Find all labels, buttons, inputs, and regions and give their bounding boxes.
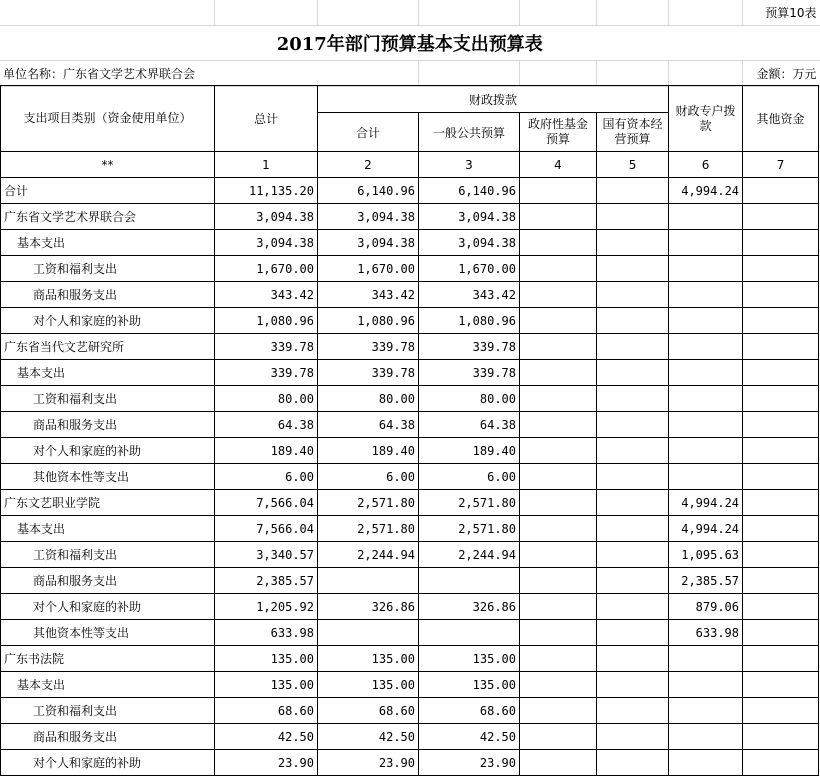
value-cell <box>743 230 819 256</box>
value-cell <box>597 412 669 438</box>
table-row <box>1 620 819 646</box>
value-cell <box>743 178 819 204</box>
value-cell: 3,094.38 <box>318 230 419 256</box>
value-cell <box>743 412 819 438</box>
value-cell <box>743 360 819 386</box>
value-cell <box>520 178 597 204</box>
value-cell: 326.86 <box>318 594 419 620</box>
table-row <box>1 282 819 308</box>
amount-unit: 金额：万元 <box>742 61 820 87</box>
value-cell: 1,095.63 <box>669 542 743 568</box>
value-cell: 6.00 <box>419 464 520 490</box>
header-other-funds: 其他资金 <box>743 86 819 152</box>
value-cell: 2,385.57 <box>215 568 318 594</box>
value-cell <box>597 646 669 672</box>
value-cell <box>597 750 669 776</box>
value-cell <box>318 620 419 646</box>
value-cell <box>743 334 819 360</box>
value-cell: 2,385.57 <box>669 568 743 594</box>
value-cell <box>597 620 669 646</box>
value-cell: 42.50 <box>318 724 419 750</box>
value-cell <box>743 464 819 490</box>
value-cell <box>520 386 597 412</box>
value-cell: 68.60 <box>215 698 318 724</box>
value-cell: 339.78 <box>419 360 520 386</box>
value-cell <box>743 282 819 308</box>
value-cell <box>520 308 597 334</box>
value-cell <box>669 438 743 464</box>
table-row <box>1 438 819 464</box>
column-index-cell: 2 <box>318 152 419 178</box>
value-cell <box>520 568 597 594</box>
value-cell <box>520 620 597 646</box>
column-index-cell: 6 <box>669 152 743 178</box>
value-cell: 135.00 <box>419 672 520 698</box>
value-cell <box>520 724 597 750</box>
value-cell <box>597 308 669 334</box>
row-label: 广东省文学艺术界联合会 <box>1 204 215 230</box>
value-cell: 135.00 <box>318 672 419 698</box>
value-cell <box>419 620 520 646</box>
value-cell <box>669 386 743 412</box>
value-cell: 1,670.00 <box>419 256 520 282</box>
value-cell: 42.50 <box>419 724 520 750</box>
value-cell: 633.98 <box>215 620 318 646</box>
row-label: 基本支出 <box>1 516 215 542</box>
table-row <box>1 256 819 282</box>
table-row <box>1 516 819 542</box>
table-row <box>1 204 819 230</box>
value-cell: 135.00 <box>419 646 520 672</box>
table-row <box>1 412 819 438</box>
value-cell <box>520 516 597 542</box>
value-cell <box>520 464 597 490</box>
value-cell <box>597 386 669 412</box>
table-row <box>1 542 819 568</box>
value-cell: 189.40 <box>318 438 419 464</box>
value-cell: 2,244.94 <box>419 542 520 568</box>
value-cell <box>520 594 597 620</box>
table-row <box>1 308 819 334</box>
value-cell <box>669 724 743 750</box>
table-row <box>1 594 819 620</box>
value-cell: 1,080.96 <box>419 308 520 334</box>
table-row <box>1 724 819 750</box>
value-cell <box>520 542 597 568</box>
value-cell <box>597 516 669 542</box>
value-cell: 633.98 <box>669 620 743 646</box>
value-cell <box>669 646 743 672</box>
value-cell <box>419 568 520 594</box>
value-cell <box>669 334 743 360</box>
table-row <box>1 646 819 672</box>
value-cell: 3,094.38 <box>419 204 520 230</box>
value-cell: 6,140.96 <box>318 178 419 204</box>
value-cell <box>597 438 669 464</box>
value-cell: 339.78 <box>215 360 318 386</box>
value-cell <box>669 750 743 776</box>
header-category: 支出项目类别（资金使用单位） <box>1 86 215 152</box>
value-cell <box>520 490 597 516</box>
header-general-budget: 一般公共预算 <box>419 113 520 152</box>
value-cell: 339.78 <box>419 334 520 360</box>
value-cell <box>743 542 819 568</box>
value-cell: 189.40 <box>215 438 318 464</box>
column-index-cell: 7 <box>743 152 819 178</box>
value-cell <box>520 646 597 672</box>
value-cell: 2,571.80 <box>419 490 520 516</box>
value-cell: 339.78 <box>318 334 419 360</box>
value-cell <box>597 568 669 594</box>
value-cell <box>743 204 819 230</box>
header-total: 总计 <box>215 86 318 152</box>
value-cell: 68.60 <box>318 698 419 724</box>
row-label: 商品和服务支出 <box>1 724 215 750</box>
value-cell <box>520 412 597 438</box>
value-cell <box>743 672 819 698</box>
value-cell: 6.00 <box>318 464 419 490</box>
value-cell <box>597 698 669 724</box>
value-cell <box>743 568 819 594</box>
value-cell: 339.78 <box>318 360 419 386</box>
value-cell <box>743 490 819 516</box>
column-index-cell: 4 <box>520 152 597 178</box>
value-cell: 1,080.96 <box>318 308 419 334</box>
value-cell: 3,094.38 <box>318 204 419 230</box>
row-label: 商品和服务支出 <box>1 568 215 594</box>
value-cell <box>669 360 743 386</box>
row-label: 其他资本性等支出 <box>1 620 215 646</box>
value-cell: 80.00 <box>215 386 318 412</box>
table-row <box>1 360 819 386</box>
row-label: 对个人和家庭的补助 <box>1 594 215 620</box>
value-cell: 80.00 <box>419 386 520 412</box>
row-label: 广东省当代文艺研究所 <box>1 334 215 360</box>
header-special-account: 财政专户拨款 <box>669 86 743 152</box>
value-cell <box>743 438 819 464</box>
value-cell <box>743 646 819 672</box>
table-row <box>1 230 819 256</box>
value-cell: 189.40 <box>419 438 520 464</box>
value-cell <box>743 516 819 542</box>
value-cell: 1,205.92 <box>215 594 318 620</box>
value-cell <box>520 438 597 464</box>
row-label: 商品和服务支出 <box>1 282 215 308</box>
header-state-capital: 国有资本经营预算 <box>597 113 669 152</box>
value-cell: 343.42 <box>419 282 520 308</box>
value-cell: 343.42 <box>215 282 318 308</box>
row-label: 工资和福利支出 <box>1 386 215 412</box>
table-row <box>1 750 819 776</box>
unit-name: 单位名称：广东省文学艺术界联合会 <box>0 61 418 87</box>
value-cell: 68.60 <box>419 698 520 724</box>
value-cell: 4,994.24 <box>669 178 743 204</box>
row-label: 对个人和家庭的补助 <box>1 308 215 334</box>
value-cell <box>597 594 669 620</box>
value-cell: 80.00 <box>318 386 419 412</box>
value-cell: 3,094.38 <box>419 230 520 256</box>
value-cell <box>597 230 669 256</box>
value-cell: 64.38 <box>419 412 520 438</box>
value-cell: 1,670.00 <box>318 256 419 282</box>
value-cell: 1,670.00 <box>215 256 318 282</box>
value-cell <box>520 698 597 724</box>
table-row <box>1 672 819 698</box>
value-cell: 42.50 <box>215 724 318 750</box>
row-label: 商品和服务支出 <box>1 412 215 438</box>
table-row <box>1 490 819 516</box>
row-label: 基本支出 <box>1 360 215 386</box>
value-cell <box>520 672 597 698</box>
value-cell <box>743 386 819 412</box>
row-label: 其他资本性等支出 <box>1 464 215 490</box>
value-cell <box>743 724 819 750</box>
value-cell <box>520 256 597 282</box>
value-cell: 23.90 <box>215 750 318 776</box>
value-cell: 2,571.80 <box>318 516 419 542</box>
value-cell: 64.38 <box>318 412 419 438</box>
value-cell: 11,135.20 <box>215 178 318 204</box>
value-cell <box>520 282 597 308</box>
value-cell <box>597 724 669 750</box>
value-cell <box>520 230 597 256</box>
value-cell <box>669 204 743 230</box>
table-row <box>1 568 819 594</box>
row-label: 对个人和家庭的补助 <box>1 438 215 464</box>
value-cell <box>743 308 819 334</box>
value-cell <box>669 308 743 334</box>
value-cell <box>669 230 743 256</box>
value-cell <box>597 282 669 308</box>
row-label: 广东文艺职业学院 <box>1 490 215 516</box>
table-body <box>1 178 819 776</box>
value-cell <box>669 698 743 724</box>
value-cell: 7,566.04 <box>215 516 318 542</box>
value-cell <box>669 464 743 490</box>
row-label: 对个人和家庭的补助 <box>1 750 215 776</box>
value-cell <box>743 620 819 646</box>
value-cell <box>597 334 669 360</box>
value-cell <box>743 256 819 282</box>
value-cell <box>597 672 669 698</box>
value-cell <box>597 490 669 516</box>
value-cell <box>597 204 669 230</box>
column-index-row <box>1 152 819 178</box>
header-gov-fund: 政府性基金预算 <box>520 113 597 152</box>
page-title: 2017年部门预算基本支出预算表 <box>0 26 820 61</box>
table-row <box>1 464 819 490</box>
value-cell: 7,566.04 <box>215 490 318 516</box>
value-cell <box>597 360 669 386</box>
value-cell: 135.00 <box>215 646 318 672</box>
value-cell <box>520 334 597 360</box>
value-cell: 23.90 <box>318 750 419 776</box>
value-cell: 23.90 <box>419 750 520 776</box>
value-cell: 879.06 <box>669 594 743 620</box>
row-label: 工资和福利支出 <box>1 698 215 724</box>
column-index-cell: 5 <box>597 152 669 178</box>
value-cell: 135.00 <box>215 672 318 698</box>
value-cell: 2,571.80 <box>419 516 520 542</box>
value-cell <box>743 750 819 776</box>
value-cell: 6.00 <box>215 464 318 490</box>
value-cell <box>669 672 743 698</box>
value-cell <box>669 412 743 438</box>
row-label: 工资和福利支出 <box>1 542 215 568</box>
value-cell <box>743 594 819 620</box>
value-cell <box>597 256 669 282</box>
value-cell <box>520 360 597 386</box>
value-cell: 3,094.38 <box>215 204 318 230</box>
header-fiscal: 财政拨款 <box>318 86 669 113</box>
row-label: 广东书法院 <box>1 646 215 672</box>
value-cell: 3,340.57 <box>215 542 318 568</box>
value-cell <box>669 282 743 308</box>
value-cell <box>743 698 819 724</box>
budget-table <box>0 85 819 776</box>
value-cell: 64.38 <box>215 412 318 438</box>
value-cell <box>520 204 597 230</box>
value-cell: 2,571.80 <box>318 490 419 516</box>
value-cell <box>318 568 419 594</box>
value-cell <box>669 256 743 282</box>
row-label: 工资和福利支出 <box>1 256 215 282</box>
value-cell: 3,094.38 <box>215 230 318 256</box>
table-row <box>1 178 819 204</box>
value-cell: 326.86 <box>419 594 520 620</box>
form-number: 预算10表 <box>742 0 820 26</box>
column-index-cell: 3 <box>419 152 520 178</box>
value-cell: 6,140.96 <box>419 178 520 204</box>
header-fiscal-sum: 合计 <box>318 113 419 152</box>
row-label: 基本支出 <box>1 230 215 256</box>
table-row <box>1 334 819 360</box>
table-row <box>1 698 819 724</box>
value-cell: 339.78 <box>215 334 318 360</box>
value-cell: 1,080.96 <box>215 308 318 334</box>
value-cell: 4,994.24 <box>669 516 743 542</box>
value-cell <box>597 542 669 568</box>
row-label: 合计 <box>1 178 215 204</box>
value-cell: 2,244.94 <box>318 542 419 568</box>
column-index-cell: ** <box>1 152 215 178</box>
row-label: 基本支出 <box>1 672 215 698</box>
column-index-cell: 1 <box>215 152 318 178</box>
value-cell: 4,994.24 <box>669 490 743 516</box>
value-cell <box>597 178 669 204</box>
value-cell <box>520 750 597 776</box>
value-cell <box>597 464 669 490</box>
value-cell: 135.00 <box>318 646 419 672</box>
table-row <box>1 386 819 412</box>
value-cell: 343.42 <box>318 282 419 308</box>
sheet-header <box>0 0 820 87</box>
